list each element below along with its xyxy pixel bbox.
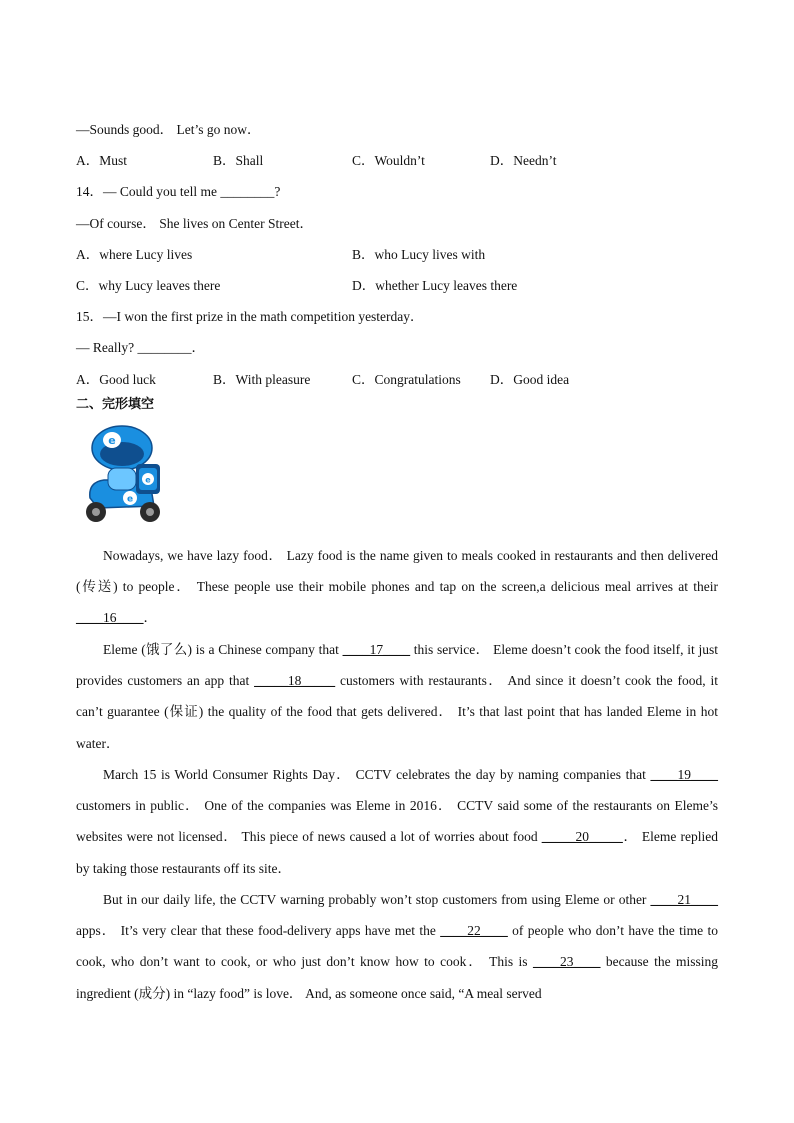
cloze-blank-23: ____23____ [532,954,601,970]
section-heading-cloze: 二、完形填空 [76,397,155,412]
q13-option-c: C．Wouldn’t [352,153,425,168]
q15-option-a: A．Good luck [76,372,156,387]
q13-reply: —Sounds good． Let’s go now． [76,122,261,137]
q14-option-b: B．who Lucy lives with [352,247,486,262]
svg-text:e: e [126,494,134,505]
q15-reply: — Really? ________． [76,340,205,355]
q14-option-a: A．where Lucy lives [76,247,193,262]
cloze-blank-19: ____19____ [650,767,718,782]
cloze-blank-21: ____21____ [650,892,718,907]
cloze-blank-16: ____16____ [76,610,144,626]
q14-question: 14．— Could you tell me ________? [76,184,281,199]
cloze-blank-18: _____18_____ [254,673,336,689]
passage-paragraph-2: Eleme (饿了么) is a Chinese company that ____17____ this service． Eleme doesn’t cook the food itself, it just provides customers an app that _____18_____ customers with restaurants． And since it doesn’t cook the food, it can’t guarantee (保证) the quality of the food that gets delivered． It’s that last point that has landed Eleme in hot water． [76,642,718,751]
q15-option-c: C．Congratulations [352,372,461,387]
cloze-blank-17: ____17____ [342,642,411,657]
cloze-blank-22: ____22____ [440,923,508,939]
q14-reply: —Of course． She lives on Center Street． [76,216,313,231]
passage-paragraph-1: Nowadays, we have lazy food． Lazy food is the name given to meals cooked in restaurants and then delivered (传送) to people． These people use their mobile phones and tap on the screen,a delicious meal arrives at their ____16____． [76,548,718,626]
svg-text:e: e [145,475,151,485]
q13-option-d: D．Needn’t [490,153,557,168]
q13-option-b: B．Shall [213,153,264,168]
delivery-robot-scooter-icon [78,420,168,530]
passage-paragraph-3: March 15 is World Consumer Rights Day． CCTV celebrates the day by naming companies that ____19____ customers in public． One of the companies was Eleme in 2016． CCTV said some of the restaurants on Eleme’s websites were not licensed． This piece of news caused a lot of worries about food _____20_____． Eleme replied by taking those restaurants off its site． [76,767,718,876]
q15-option-d: D．Good idea [490,372,570,387]
q15-option-b: B．With pleasure [213,372,311,387]
cloze-blank-20: _____20_____ [541,829,623,845]
svg-text:e: e [108,434,116,447]
q15-question: 15．—I won the first prize in the math competition yesterday． [76,309,424,324]
passage-paragraph-4: But in our daily life, the CCTV warning probably won’t stop customers from using Eleme or other ____21____ apps． It’s very clear that these food-delivery apps have met the ____22____ of people who don’t have the time to cook, who don’t want to cook, or who just don’t know how to cook． This is ____23____ because the missing ingredient (成分) in “lazy food” is love． And, as someone once said, “A meal served [76,892,718,1001]
q14-option-c: C．why Lucy leaves there [76,278,221,293]
q13-option-a: A．Must [76,153,128,168]
q14-option-d: D．whether Lucy leaves there [352,278,518,293]
